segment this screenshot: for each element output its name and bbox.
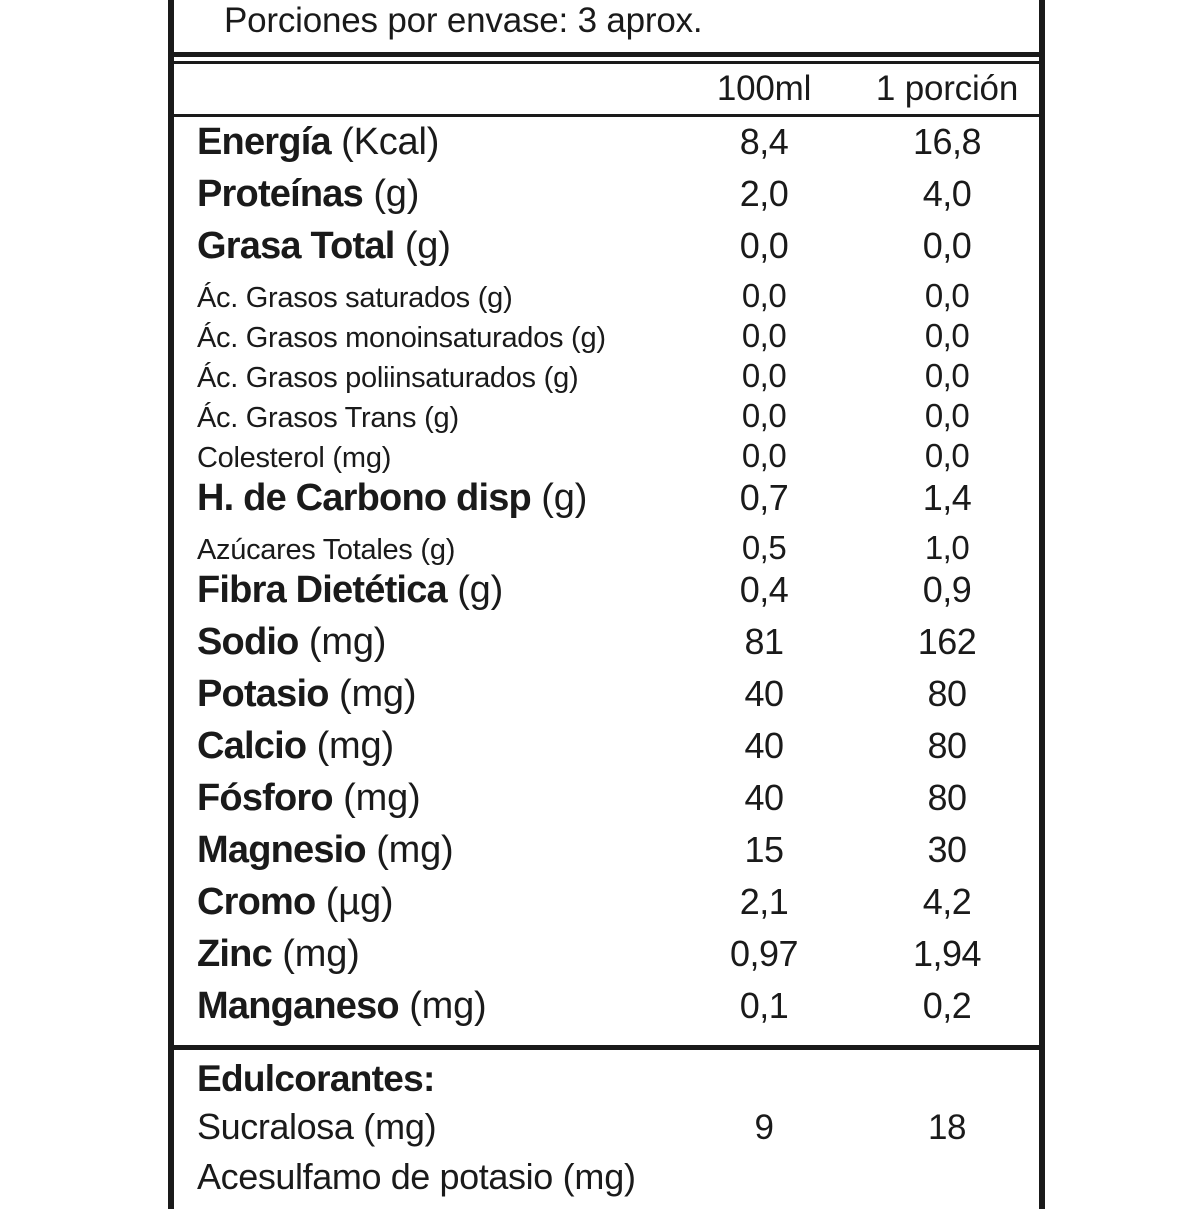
table-row: [174, 623, 1039, 675]
value-per-100ml: 0,0: [741, 317, 787, 354]
column-header-portion: 1 porción: [875, 69, 1019, 108]
value-per-portion: 0,0: [924, 357, 970, 394]
value-per-100ml: 0,0: [741, 397, 787, 434]
serving-info-block: [174, 0, 1039, 52]
nutrient-name: Grasa Total (g): [197, 225, 451, 267]
nutrient-name: Potasio (mg): [197, 673, 417, 715]
nutrient-table: [174, 117, 1039, 1045]
table-row: [174, 675, 1039, 727]
value-per-portion: 1,94: [912, 933, 982, 974]
table-row: [174, 779, 1039, 831]
table-row: [174, 359, 1039, 399]
nutrient-name: Ác. Grasos Trans (g): [197, 402, 459, 434]
table-row: [174, 479, 1039, 531]
value-per-100ml: 0,0: [739, 225, 789, 266]
value-per-100ml: 8,4: [739, 121, 789, 162]
value-per-portion: 80: [927, 777, 967, 818]
nutrient-unit: (g): [412, 534, 456, 566]
sweeteners-title: Edulcorantes:: [197, 1058, 435, 1099]
table-row: [174, 571, 1039, 623]
value-per-100ml: 2,0: [739, 173, 789, 214]
value-per-portion: 30: [927, 829, 967, 870]
table-row: [174, 935, 1039, 987]
nutrient-name: Acesulfamo de potasio (mg): [197, 1156, 636, 1197]
nutrient-unit: (µg): [315, 881, 394, 923]
nutrient-unit: (g): [362, 173, 420, 215]
column-header-row: [174, 64, 1039, 114]
value-per-portion: 4,2: [922, 881, 972, 922]
nutrient-unit: (mg): [552, 1156, 636, 1197]
table-row: [174, 319, 1039, 359]
nutrient-unit: (g): [535, 362, 579, 394]
nutrient-unit: (g): [563, 322, 606, 354]
table-row: [174, 175, 1039, 227]
nutrient-name: Ác. Grasos monoinsaturados (g): [197, 322, 606, 354]
nutrient-name: Azúcares Totales (g): [197, 534, 456, 566]
nutrient-unit: (g): [530, 477, 588, 519]
servings-per-container-line: Porciones por envase: 3 aprox.: [224, 1, 703, 40]
nutrient-name: Cromo (µg): [197, 881, 394, 923]
value-per-portion: 0,9: [922, 569, 972, 610]
nutrient-unit: (g): [469, 282, 513, 314]
table-row: [174, 123, 1039, 175]
nutrient-unit: (g): [446, 569, 504, 611]
value-per-portion: 16,8: [912, 121, 982, 162]
value-per-portion: 0,0: [922, 225, 972, 266]
table-row: [174, 1156, 1039, 1209]
table-row: [174, 439, 1039, 479]
nutrient-unit: (mg): [398, 985, 487, 1027]
nutrient-unit: (g): [394, 225, 451, 267]
value-per-100ml: 0,5: [741, 529, 787, 566]
table-row: [174, 1106, 1039, 1159]
nutrient-name: Proteínas (g): [197, 173, 420, 215]
value-per-portion: 0,0: [924, 317, 970, 354]
nutrient-unit: (mg): [298, 621, 387, 663]
nutrient-unit: (mg): [332, 777, 421, 819]
nutrient-unit: (mg): [365, 829, 454, 871]
nutrient-name: Sodio (mg): [197, 621, 387, 663]
value-per-portion: 162: [917, 621, 977, 662]
nutrient-name: Calcio (mg): [197, 725, 394, 767]
value-per-100ml: 40: [744, 725, 784, 766]
nutrient-name: Colesterol (mg): [197, 442, 392, 474]
nutrient-unit: (mg): [306, 725, 394, 767]
nutrient-unit: (g): [416, 402, 459, 434]
value-per-portion: 80: [927, 673, 967, 714]
nutrient-name: Fibra Dietética (g): [197, 569, 504, 611]
table-row: [174, 831, 1039, 883]
value-per-100ml: 0,97: [729, 933, 799, 974]
value-per-100ml: 40: [744, 673, 784, 714]
value-per-portion: 4,0: [922, 173, 972, 214]
table-row: [174, 987, 1039, 1039]
value-per-100ml: 2,1: [739, 881, 789, 922]
value-per-100ml: 81: [744, 621, 784, 662]
nutrient-unit: (mg): [353, 1106, 437, 1147]
nutrient-unit: (mg): [328, 673, 417, 715]
nutrient-unit: (mg): [271, 933, 360, 975]
value-per-100ml: 9: [754, 1108, 774, 1147]
value-per-100ml: 0,7: [739, 477, 789, 518]
value-per-portion: 0,2: [922, 985, 972, 1026]
table-row: [174, 399, 1039, 439]
nutrient-unit: (Kcal): [330, 121, 440, 163]
nutrient-unit: (mg): [324, 442, 392, 474]
nutrient-name: Energía (Kcal): [197, 121, 440, 163]
value-per-portion: 1,4: [922, 477, 972, 518]
nutrient-name: Fósforo (mg): [197, 777, 421, 819]
value-per-portion: 0,0: [924, 277, 970, 314]
nutrient-name: Ác. Grasos poliinsaturados (g): [197, 362, 579, 394]
value-per-portion: 0,0: [924, 397, 970, 434]
table-row: [174, 279, 1039, 319]
value-per-portion: 80: [927, 725, 967, 766]
value-per-100ml: 0,4: [739, 569, 789, 610]
table-row: [174, 531, 1039, 571]
value-per-100ml: 0,0: [741, 357, 787, 394]
nutrient-name: Manganeso (mg): [197, 985, 487, 1027]
value-per-100ml: 0,1: [739, 985, 789, 1026]
value-per-100ml: 15: [744, 829, 784, 870]
value-per-portion: 1,0: [924, 529, 970, 566]
table-row: [174, 727, 1039, 779]
sweeteners-section: [174, 1050, 1039, 1209]
nutrient-name: Sucralosa (mg): [197, 1106, 437, 1147]
sweetener-rows: [174, 1106, 1039, 1209]
nutrient-name: H. de Carbono disp (g): [197, 477, 588, 519]
table-row: [174, 227, 1039, 279]
nutrient-name: Magnesio (mg): [197, 829, 454, 871]
nutrition-facts-panel: [168, 0, 1045, 1209]
nutrient-name: Ác. Grasos saturados (g): [197, 282, 513, 314]
value-per-100ml: 40: [744, 777, 784, 818]
value-per-portion: 18: [928, 1108, 966, 1147]
value-per-100ml: 0,0: [741, 277, 787, 314]
value-per-100ml: 0,0: [741, 437, 787, 474]
table-row: [174, 883, 1039, 935]
nutrient-name: Zinc (mg): [197, 933, 360, 975]
value-per-portion: 0,0: [924, 437, 970, 474]
column-header-100ml: 100ml: [716, 69, 812, 108]
